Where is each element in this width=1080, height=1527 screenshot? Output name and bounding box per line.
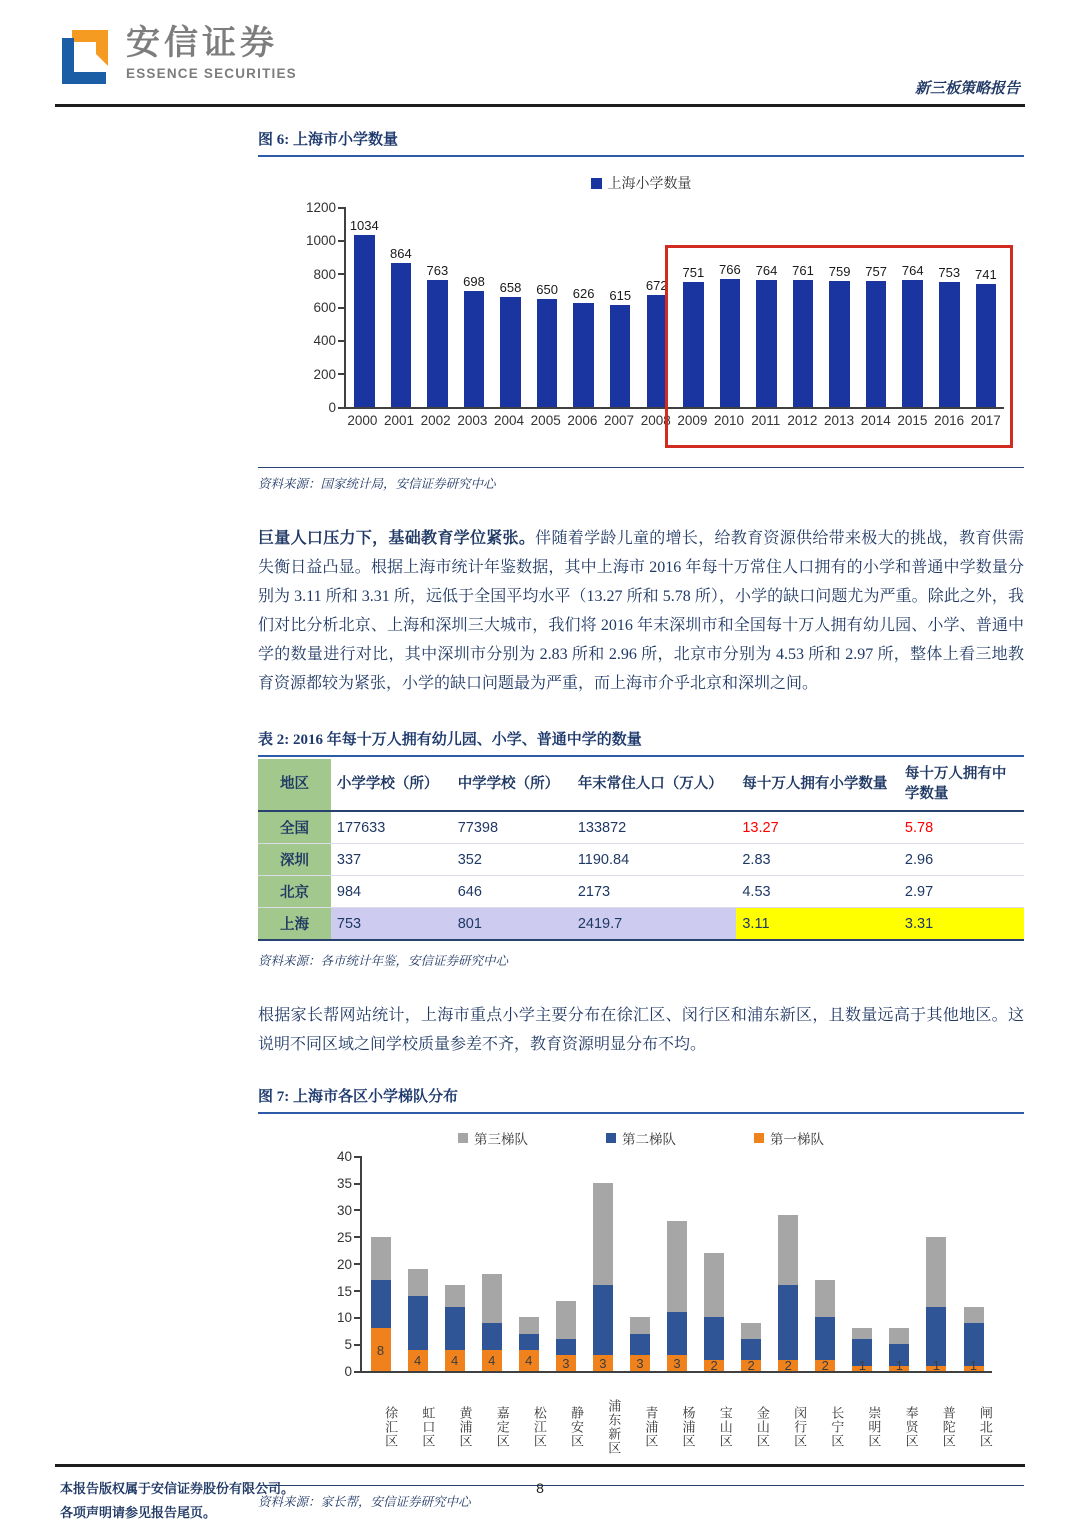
fig7-segment-第三梯队	[815, 1280, 835, 1318]
fig7-segment-第三梯队	[667, 1221, 687, 1312]
fig6-yaxis: 0 200 400 600 800 1000 1200	[305, 200, 336, 415]
fig6-xtick-2004: 2004	[494, 413, 525, 428]
fig7-bar-闸北区	[955, 1156, 992, 1374]
fig7-xtick-普陀区: 普陀区	[940, 1406, 956, 1449]
fig7-xtick-黄浦区: 黄浦区	[457, 1406, 473, 1449]
fig7-bar-青浦区	[621, 1156, 658, 1371]
fig6-bar-value: 764	[755, 262, 778, 278]
fig6-bar-2002	[419, 207, 456, 407]
table-cell: 3.31	[899, 908, 1024, 941]
fig6-bar-value: 650	[536, 281, 558, 297]
fig6-bar-rect	[464, 291, 484, 407]
legend-swatch	[458, 1133, 468, 1143]
table-2	[258, 759, 1024, 941]
fig7-xtick-静安区: 静安区	[569, 1406, 585, 1449]
table-row-全国	[258, 811, 1024, 844]
table-2-col-header: 小学学校（所）	[331, 759, 452, 811]
fig6-bar-value: 741	[974, 266, 997, 282]
table-2-col-header: 地区	[258, 759, 331, 811]
fig6-bar-value: 763	[426, 262, 449, 278]
table-2-title: 表 2: 2016 年每十万人拥有幼儿园、小学、普通中学的数量	[258, 728, 1024, 757]
legend-label-shanghai: 上海小学数量	[607, 175, 692, 191]
fig7-tier1-label: 3	[562, 1356, 570, 1372]
footer-line-1: 本报告版权属于安信证券股份有限公司。	[60, 1481, 295, 1496]
fig7-segment-第三梯队	[964, 1307, 984, 1323]
content-column	[258, 128, 1024, 1510]
fig6-bar-rect	[683, 282, 703, 407]
legend-item-第二梯队	[606, 1128, 676, 1148]
fig6-bar-2011	[748, 207, 785, 407]
fig7-tier1-label: 2	[710, 1358, 718, 1374]
fig7-xtick-杨浦区: 杨浦区	[680, 1406, 696, 1449]
fig6-bar-2017	[968, 207, 1005, 407]
fig7-xtick-松江区: 松江区	[531, 1406, 547, 1449]
fig7-tier1-label: 2	[784, 1358, 792, 1374]
fig6-bar-2008	[639, 207, 676, 407]
fig6-bar-rect	[573, 303, 593, 407]
legend-item-第一梯队	[754, 1128, 824, 1148]
fig7-segment-第二梯队	[593, 1285, 613, 1355]
fig6-bar-2016	[931, 207, 968, 407]
fig7-tier1-label: 3	[636, 1356, 644, 1372]
fig7-xtick-嘉定区: 嘉定区	[494, 1406, 510, 1449]
fig6-bar-value: 626	[572, 285, 595, 301]
fig7-xtick-金山区: 金山区	[754, 1406, 770, 1449]
table-cell: 2419.7	[572, 908, 737, 941]
fig6-bar-value: 1034	[349, 217, 379, 233]
fig7-bar-杨浦区	[659, 1156, 696, 1371]
fig7-bar-普陀区	[918, 1156, 955, 1374]
figure-6	[258, 128, 1024, 492]
fig7-xtick-徐汇区: 徐汇区	[383, 1406, 399, 1449]
fig6-bar-value: 753	[938, 264, 961, 280]
fig7-segment-第二梯队	[704, 1317, 724, 1360]
table-2-header	[258, 759, 1024, 811]
fig6-bar-2003	[456, 207, 493, 407]
table-cell: 352	[452, 844, 572, 876]
fig6-xtick-2000: 2000	[347, 413, 378, 428]
table-2-col-header: 每十万人拥有小学数量	[736, 759, 899, 811]
fig6-bar-rect	[756, 280, 776, 407]
fig6-xtick-2012: 2012	[787, 413, 818, 428]
fig6-bar-2015	[894, 207, 931, 407]
fig7-tier1-label: 4	[451, 1353, 459, 1369]
fig6-bar-2001	[383, 207, 420, 407]
legend-label: 第一梯队	[770, 1132, 824, 1148]
fig7-tier1-label: 4	[488, 1353, 496, 1369]
table-cell: 753	[331, 908, 452, 941]
fig6-bar-rect	[391, 263, 411, 407]
legend-label: 第三梯队	[474, 1132, 528, 1148]
table-cell: 全国	[258, 811, 331, 844]
table-cell: 133872	[572, 811, 737, 844]
fig7-segment-第二梯队	[519, 1334, 539, 1350]
fig6-xtick-2014: 2014	[860, 413, 891, 428]
figure-7-legend	[258, 1128, 1024, 1148]
fig6-bar-rect	[829, 281, 849, 408]
fig7-bar-虹口区	[399, 1156, 436, 1371]
fig7-tier1-label: 1	[895, 1358, 904, 1374]
fig6-bar-rect	[427, 280, 447, 407]
fig6-xaxis	[344, 409, 1004, 431]
fig7-bar-崇明区	[844, 1156, 881, 1374]
fig7-segment-第三梯队	[556, 1301, 576, 1339]
fig7-xtick-虹口区: 虹口区	[420, 1406, 436, 1449]
legend-swatch	[754, 1133, 764, 1143]
paragraph-1-lead: 巨量人口压力下，基础教育学位紧张。	[258, 530, 536, 547]
fig6-xtick-2013: 2013	[824, 413, 855, 428]
fig6-xtick-2017: 2017	[970, 413, 1001, 428]
fig7-segment-第三梯队	[371, 1237, 391, 1280]
fig7-tier1-label: 3	[599, 1356, 607, 1372]
figure-7-source: 资料来源：家长帮，安信证券研究中心	[258, 1485, 1024, 1510]
fig7-segment-第二梯队	[815, 1317, 835, 1360]
table-cell: 深圳	[258, 844, 331, 876]
fig7-xtick-浦东新区: 浦东新区	[606, 1399, 622, 1456]
paragraph-1-text: 伴随着学龄儿童的增长，给教育资源供给带来极大的挑战，教育供需失衡日益凸显。根据上海市统计年鉴数据，其中上海市 2016 年每十万常住人口拥有的小学和普通中学数量分别为 3.11 所和 3.31 所，远低于全国平均水平（13.27 所和 5.78 所），小学的缺口问题尤为严重。除此之外，我们对比分析北京、上海和深圳三大城市，我们将 2016 年末深圳市和全国每十万人拥有幼儿园、小学、普通中学的数量进行对比，其中深圳市分别为 2.83 所和 2.96 所，北京市分别为 4.53 所和 2.97 所，整体上看三地教育资源都较为紧张，小学的缺口问题最为严重，而上海市介乎北京和深圳之间。	[258, 530, 1024, 692]
fig6-xtick-2015: 2015	[897, 413, 928, 428]
fig7-xtick-宝山区: 宝山区	[717, 1406, 733, 1449]
fig6-bar-2010	[712, 207, 749, 407]
fig7-tier1-label: 4	[413, 1353, 422, 1369]
table-2-source: 资料来源：各市统计年鉴，安信证券研究中心	[258, 954, 509, 969]
table-cell: 177633	[331, 811, 452, 844]
fig7-plot	[360, 1156, 992, 1373]
fig7-segment-第二梯队	[926, 1307, 946, 1366]
footer-line-2: 各项声明请参见报告尾页。	[60, 1505, 217, 1520]
table-cell: 646	[452, 876, 572, 908]
fig7-segment-第三梯队	[704, 1253, 724, 1318]
fig6-xtick-2001: 2001	[383, 413, 415, 428]
table-cell: 2.96	[899, 844, 1024, 876]
fig6-bar-2012	[785, 207, 822, 407]
fig7-tier1-label: 1	[932, 1358, 941, 1374]
fig6-bar-value: 764	[901, 262, 924, 278]
fig7-bar-奉贤区	[881, 1156, 918, 1374]
fig7-xaxis	[360, 1373, 992, 1475]
table-2-col-header: 年末常住人口（万人）	[572, 759, 737, 811]
table-2-col-header: 中学学校（所）	[452, 759, 572, 811]
fig6-bar-value: 761	[792, 263, 814, 279]
footer-divider	[55, 1464, 1025, 1467]
fig6-bar-rect	[647, 295, 667, 407]
fig7-xtick-崇明区: 崇明区	[866, 1406, 882, 1449]
legend-label: 第二梯队	[622, 1132, 676, 1148]
table-cell: 1190.84	[572, 844, 737, 876]
legend-swatch	[606, 1133, 616, 1143]
fig6-xtick-2010: 2010	[714, 413, 745, 428]
table-cell: 3.11	[736, 908, 899, 941]
fig7-bar-闵行区	[770, 1156, 807, 1374]
fig7-bar-徐汇区	[362, 1156, 399, 1371]
fig6-bar-value: 615	[609, 287, 632, 303]
fig7-segment-第三梯队	[445, 1285, 465, 1307]
fig7-segment-第三梯队	[741, 1323, 761, 1339]
header-divider	[55, 104, 1025, 107]
fig7-segment-第三梯队	[778, 1215, 798, 1285]
table-row-北京	[258, 876, 1024, 908]
table-cell: 337	[331, 844, 452, 876]
brand-name-en: ESSENCE SECURITIES	[126, 66, 297, 81]
essence-securities-logo-icon	[58, 26, 116, 93]
table-cell: 2173	[572, 876, 737, 908]
figure-6-title: 图 6: 上海市小学数量	[258, 128, 1024, 157]
fig6-bar-2013	[821, 207, 858, 407]
fig7-segment-第三梯队	[593, 1183, 613, 1285]
fig6-bar-value: 766	[719, 262, 741, 278]
body-paragraph-2: 根据家长帮网站统计，上海市重点小学主要分布在徐汇区、闵行区和浦东新区，且数量远高于其他地区。这说明不同区域之间学校质量参差不齐，教育资源明显分布不均。	[258, 1007, 1024, 1054]
table-2-block	[258, 728, 1024, 969]
fig6-bar-2009	[675, 207, 712, 407]
fig7-xtick-奉贤区: 奉贤区	[903, 1406, 919, 1449]
fig6-bar-value: 658	[499, 280, 522, 296]
fig6-bar-rect	[939, 282, 959, 408]
page-number: 8	[536, 1480, 544, 1496]
figure-7	[258, 1085, 1024, 1510]
fig7-segment-第三梯队	[630, 1317, 650, 1333]
fig7-bar-长宁区	[807, 1156, 844, 1374]
fig6-bar-value: 757	[865, 263, 887, 279]
fig6-xtick-2005: 2005	[530, 413, 561, 428]
fig7-segment-第二梯队	[445, 1307, 465, 1350]
fig6-bar-value: 751	[682, 264, 705, 280]
table-2-col-header: 每十万人拥有中学数量	[899, 759, 1024, 811]
fig6-bar-value: 759	[828, 263, 851, 279]
fig6-bar-2007	[602, 207, 639, 407]
fig7-yaxis: 0 5 10 15 20 25 30 35 40	[336, 1149, 352, 1380]
fig7-segment-第二梯队	[778, 1285, 798, 1360]
fig6-bar-rect	[976, 284, 996, 408]
fig6-bar-value: 672	[645, 278, 668, 293]
fig7-segment-第二梯队	[667, 1312, 687, 1355]
fig7-bar-浦东新区	[584, 1156, 621, 1371]
fig6-xtick-2009: 2009	[677, 413, 708, 428]
fig6-bar-value: 698	[463, 273, 485, 289]
table-cell: 984	[331, 876, 452, 908]
table-cell: 2.83	[736, 844, 899, 876]
table-cell: 北京	[258, 876, 331, 908]
table-cell: 2.97	[899, 876, 1024, 908]
fig7-tier1-label: 3	[673, 1356, 681, 1372]
fig7-bar-金山区	[733, 1156, 770, 1374]
fig7-segment-第三梯队	[519, 1317, 539, 1333]
fig7-segment-第二梯队	[482, 1323, 502, 1350]
table-row-深圳	[258, 844, 1024, 876]
table-cell: 801	[452, 908, 572, 941]
fig6-xtick-2008: 2008	[640, 413, 671, 428]
fig7-segment-第三梯队	[852, 1328, 872, 1339]
fig7-segment-第二梯队	[630, 1334, 650, 1356]
fig7-bar-松江区	[510, 1156, 547, 1371]
fig6-bar-2000	[346, 207, 383, 407]
fig7-bar-静安区	[547, 1156, 584, 1371]
fig7-segment-第三梯队	[482, 1274, 502, 1322]
fig6-xtick-2006: 2006	[567, 413, 598, 428]
fig7-tier1-label: 2	[821, 1358, 829, 1374]
fig6-bar-rect	[902, 280, 922, 407]
fig7-xtick-闵行区: 闵行区	[792, 1406, 808, 1449]
brand-name-cn: 安信证券	[126, 24, 278, 62]
fig6-bar-rect	[720, 279, 740, 407]
fig6-xtick-2003: 2003	[457, 413, 488, 428]
fig7-tier1-label: 1	[969, 1358, 978, 1374]
figure-6-legend	[258, 173, 1024, 193]
fig6-bar-2004	[492, 207, 529, 407]
fig6-bar-rect	[866, 281, 886, 407]
fig7-segment-第二梯队	[408, 1296, 428, 1350]
table-cell: 77398	[452, 811, 572, 844]
fig6-bar-rect	[793, 280, 813, 407]
fig7-segment-第二梯队	[556, 1339, 576, 1355]
fig6-xtick-2011: 2011	[751, 413, 781, 428]
fig7-xtick-长宁区: 长宁区	[829, 1406, 845, 1449]
table-cell: 上海	[258, 908, 331, 941]
report-type-label: 新三板策略报告	[914, 81, 1020, 97]
fig7-segment-第二梯队	[371, 1280, 391, 1328]
fig7-xtick-青浦区: 青浦区	[643, 1406, 659, 1449]
fig6-bar-rect	[354, 235, 374, 407]
page-header	[58, 26, 1022, 104]
fig7-segment-第三梯队	[889, 1328, 909, 1344]
fig7-segment-第三梯队	[926, 1237, 946, 1307]
fig6-plot	[344, 207, 1004, 409]
figure-7-title: 图 7: 上海市各区小学梯队分布	[258, 1085, 1024, 1114]
fig6-xtick-2007: 2007	[604, 413, 635, 428]
fig7-bar-宝山区	[696, 1156, 733, 1374]
table-row-上海	[258, 908, 1024, 941]
table-cell: 4.53	[736, 876, 899, 908]
fig6-bar-2014	[858, 207, 895, 407]
figure-6-source: 资料来源：国家统计局，安信证券研究中心	[258, 467, 1024, 492]
figure-6-chart	[298, 200, 1024, 431]
legend-item-第三梯队	[458, 1128, 528, 1148]
table-cell: 5.78	[899, 811, 1024, 844]
fig6-bar-2005	[529, 207, 566, 407]
fig7-bar-黄浦区	[436, 1156, 473, 1371]
fig7-tier1-label: 8	[376, 1342, 385, 1358]
fig6-bar-rect	[610, 305, 630, 408]
fig6-bar-rect	[500, 297, 520, 407]
fig7-tier1-label: 2	[747, 1358, 755, 1374]
table-cell: 13.27	[736, 811, 899, 844]
table-2-body	[258, 811, 1024, 940]
fig7-bar-嘉定区	[473, 1156, 510, 1371]
brand	[58, 26, 1022, 93]
figure-7-chart	[322, 1149, 1024, 1475]
fig7-xtick-闸北区: 闸北区	[977, 1406, 993, 1449]
body-paragraph-1	[258, 524, 1024, 698]
fig7-tier1-label: 4	[525, 1353, 533, 1369]
fig6-bar-value: 864	[389, 246, 412, 261]
fig6-xtick-2016: 2016	[934, 413, 965, 428]
legend-swatch-shanghai	[591, 178, 602, 189]
fig7-segment-第三梯队	[408, 1269, 428, 1296]
fig6-bar-rect	[537, 299, 557, 407]
fig7-tier1-label: 1	[858, 1358, 866, 1374]
fig6-xtick-2002: 2002	[420, 413, 451, 428]
fig6-bar-2006	[565, 207, 602, 407]
